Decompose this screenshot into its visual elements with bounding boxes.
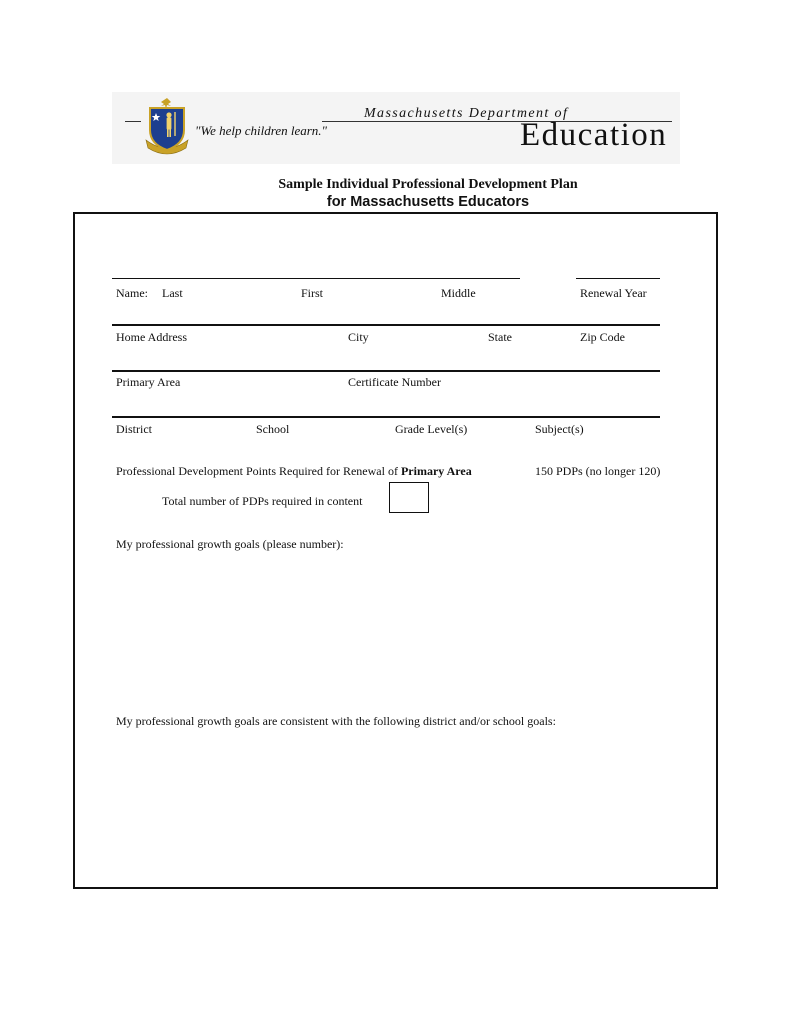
primary-area-line[interactable]: [112, 370, 660, 372]
department-name-top: Massachusetts Department of: [364, 106, 569, 121]
name-label: Name:: [116, 286, 148, 300]
department-name-main: Education: [520, 117, 668, 153]
name-line[interactable]: [112, 278, 520, 279]
district-goals-prompt: My professional growth goals are consistent with the following district and/or school goals:: [116, 714, 556, 728]
district-label: District: [116, 422, 152, 436]
subjects-label: Subject(s): [535, 422, 584, 436]
city-label: City: [348, 330, 369, 344]
zip-code-label: Zip Code: [580, 330, 625, 344]
document-title: Sample Individual Professional Development Plan: [278, 177, 578, 192]
renewal-year-line[interactable]: [576, 278, 660, 279]
growth-goals-area[interactable]: [116, 556, 676, 696]
total-content-pdp-label: Total number of PDPs required in content: [162, 494, 363, 508]
middle-name-label: Middle: [441, 286, 476, 300]
home-address-label: Home Address: [116, 330, 187, 344]
primary-area-label: Primary Area: [116, 375, 181, 389]
pdp-requirement-primary-area: Primary Area: [400, 464, 472, 478]
motto-text: "We help children learn.": [195, 123, 327, 138]
document-subtitle: for Massachusetts Educators: [326, 194, 530, 210]
grade-levels-label: Grade Level(s): [395, 422, 468, 436]
last-name-label: Last: [162, 286, 183, 300]
pdp-requirement-text: [116, 464, 472, 479]
pdp-count-text: 150 PDPs (no longer 120): [535, 464, 661, 478]
district-line[interactable]: [112, 416, 660, 418]
renewal-year-label: Renewal Year: [580, 286, 647, 300]
state-label: State: [488, 330, 512, 344]
letterhead-rule-left: [125, 121, 141, 122]
district-goals-area[interactable]: [116, 734, 676, 874]
certificate-number-label: Certificate Number: [348, 375, 441, 389]
address-line[interactable]: [112, 324, 660, 326]
growth-goals-prompt: My professional growth goals (please number):: [116, 537, 344, 551]
total-content-pdp-input[interactable]: [389, 482, 429, 513]
massachusetts-seal-icon: [142, 96, 192, 158]
first-name-label: First: [301, 286, 324, 300]
pdp-requirement-prefix: Professional Development Points Required for Renewal of: [116, 464, 401, 478]
school-label: School: [256, 422, 290, 436]
